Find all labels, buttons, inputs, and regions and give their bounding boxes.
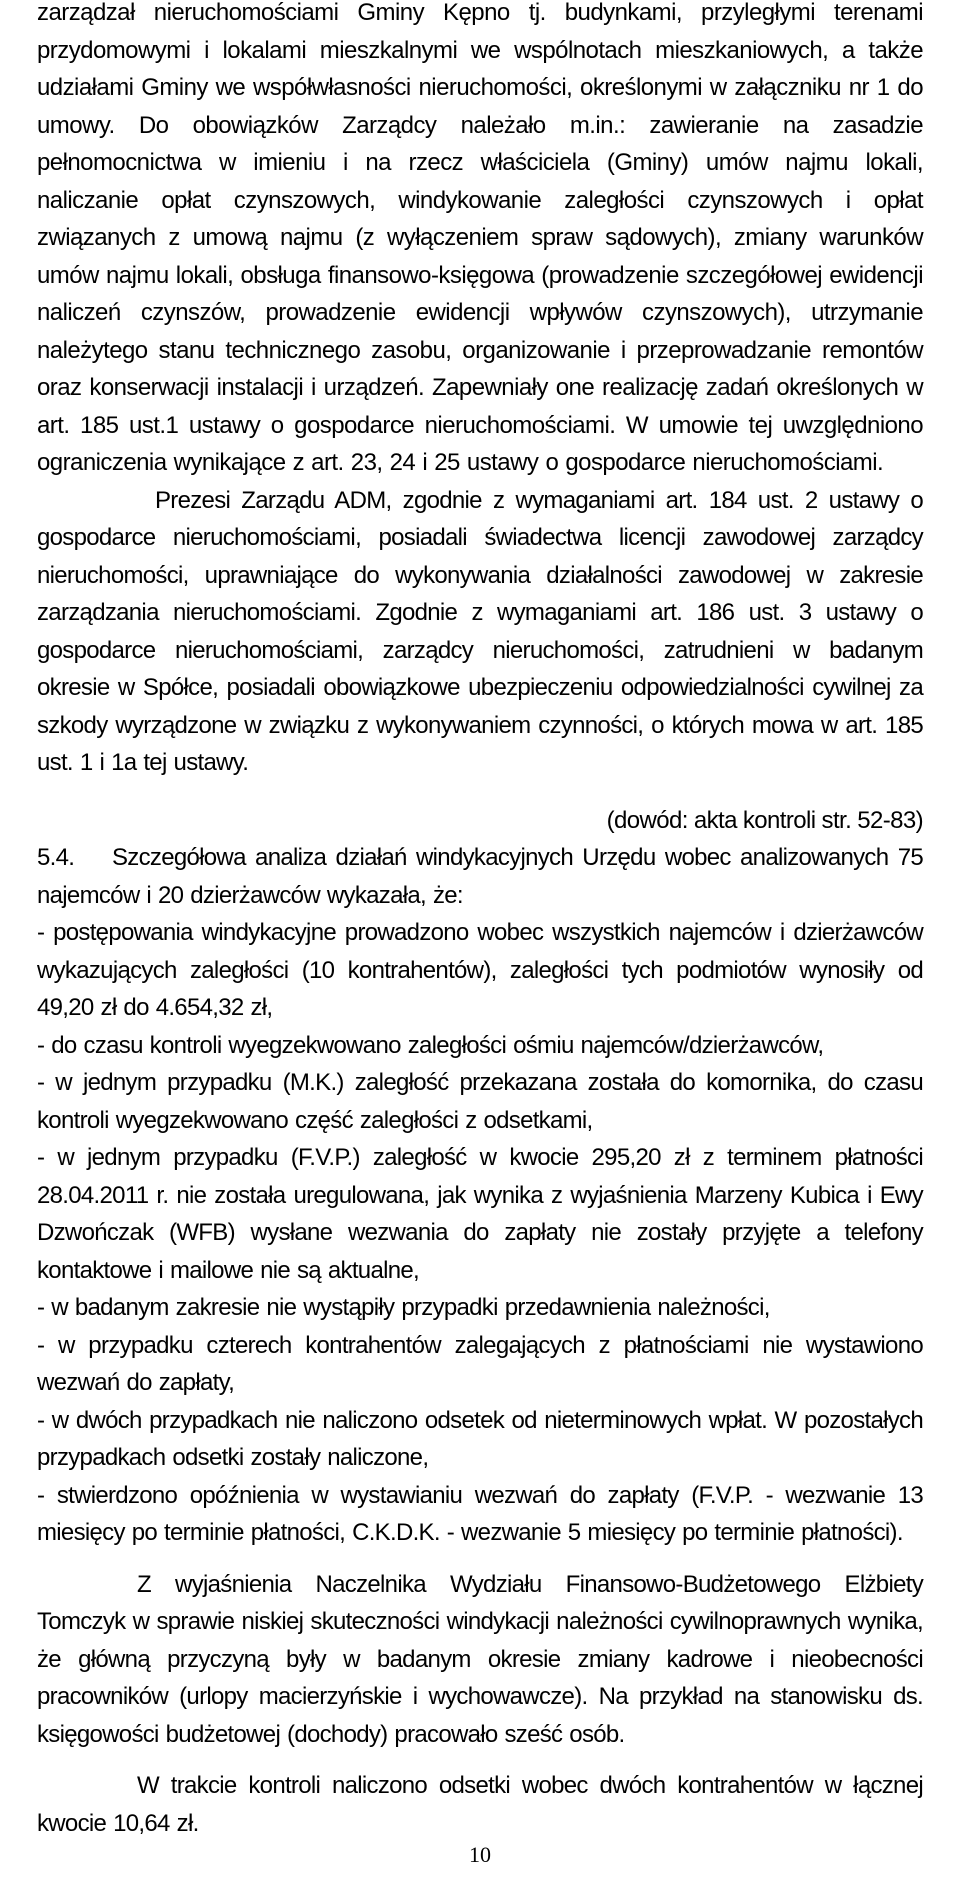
list-item: - do czasu kontroli wyegzekwowano zaległości ośmiu najemców/dzierżawców,	[37, 1031, 824, 1059]
page-number: 10	[469, 1842, 491, 1867]
list-item: - w jednym przypadku (M.K.) zaległość przekazana została do komornika, do czasu kontroli wyegzekwowano część zaległości z odsetkami,	[37, 1069, 923, 1134]
list-item: - w dwóch przypadkach nie naliczono odsetek od nieterminowych wpłat. W pozostałych przypadkach odsetki zostały naliczone,	[37, 1406, 923, 1471]
spacer	[37, 1552, 923, 1566]
paragraph-administration-duties: zarządzał nieruchomościami Gminy Kępno tj. budynkami, przyległymi terenami przydomowymi i lokalami mieszkalnymi we wspólnotach mieszkaniowych, a także udziałami Gminy we współwłasności nieruchomości, określonymi w załączniku nr 1 do umowy. Do obowiązków Zarządcy należało m.in.: zawieranie na zasadzie pełnomocnictwa w imieniu i na rzecz właściciela (Gminy) umów najmu lokali, naliczanie opłat czynszowych, windykowanie zaległości czynszowych i opłat związanych z umową najmu (z wyłączeniem spraw sądowych), zmiany warunków umów najmu lokali, obsługa finansowo-księgowa (prowadzenie szczegółowej ewidencji naliczeń czynszów, prowadzenie ewidencji wpływów czynszowych), utrzymanie należytego stanu technicznego zasobu, organizowanie i przeprowadzanie remontów oraz konserwacji instalacji i urządzeń. Zapewniały one realizację zadań określonych w art. 185 ust.1 ustawy o gospodarce nieruchomościami. W umowie tej uwzględniono ograniczenia wynikające z art. 23, 24 i 25 ustawy o gospodarce nieruchomościami.	[37, 0, 923, 476]
list-item: - w przypadku czterech kontrahentów zalegających z płatnościami nie wystawiono wezwań do zapłaty,	[37, 1331, 923, 1396]
paragraph-board-licences: Prezesi Zarządu ADM, zgodnie z wymaganiami art. 184 ust. 2 ustawy o gospodarce nieruchomościami, posiadali świadectwa licencji zawodowej zarządcy nieruchomości, uprawniające do wykonywania działalności zawodowej w zakresie zarządzania nieruchomościami. Zgodnie z wymaganiami art. 186 ust. 3 ustawy o gospodarce nieruchomościami, zarządcy nieruchomości, zatrudnieni w badanym okresie w Spółce, posiadali obowiązkowe ubezpieczeniu odpowiedzialności cywilnej za szkody wyrządzone w związku z wykonywaniem czynności, o których mowa w art. 185 ust. 1 i 1a tej ustawy.	[37, 486, 923, 776]
list-item: - stwierdzono opóźnienia w wystawianiu wezwań do zapłaty (F.V.P. - wezwanie 13 miesięcy po terminie płatności, C.K.D.K. - wezwanie 5 miesięcy po terminie płatności).	[37, 1481, 923, 1546]
paragraph-explanation: Z wyjaśnienia Naczelnika Wydziału Finansowo-Budżetowego Elżbiety Tomczyk w sprawie niskiej skuteczności windykacji należności cywilnoprawnych wynika, że główną przyczyną były w badanym okresie zmiany kadrowe i nieobecności pracowników (urlopy macierzyńskie i wychowawcze). Na przykład na stanowisku ds. księgowości budżetowej (dochody) pracowało sześć osób.	[37, 1570, 923, 1748]
list-item: - w jednym przypadku (F.V.P.) zaległość w kwocie 295,20 zł z terminem płatności 28.04.2011 r. nie została uregulowana, jak wynika z wyjaśnienia Marzeny Kubica i Ewy Dzwończak (WFB) wysłane wezwania do zapłaty nie zostały przyjęte a telefony kontaktowe i mailowe nie są aktualne,	[37, 1144, 923, 1284]
section-number: 5.4.	[37, 844, 75, 871]
evidence-reference: (dowód: akta kontroli str. 52-83)	[606, 806, 923, 834]
list-item: - w badanym zakresie nie wystąpiły przypadki przedawnienia należności,	[37, 1294, 770, 1321]
list-item: - postępowania windykacyjne prowadzono wobec wszystkich najemców i dzierżawców wykazujących zaległości (10 kontrahentów), zaległości tych podmiotów wynosiły od 49,20 zł do 4.654,32 zł,	[37, 919, 923, 1021]
paragraph-interest-charged: W trakcie kontroli naliczono odsetki wobec dwóch kontrahentów w łącznej kwocie 10,64 zł.	[37, 1772, 923, 1837]
section-5-4-intro	[37, 839, 923, 914]
spacer	[37, 782, 923, 796]
spacer	[37, 1753, 923, 1767]
section-intro-text: Szczegółowa analiza działań windykacyjnych Urzędu wobec analizowanych 75 najemców i 20 dzierżawców wykazała, że:	[37, 844, 923, 909]
